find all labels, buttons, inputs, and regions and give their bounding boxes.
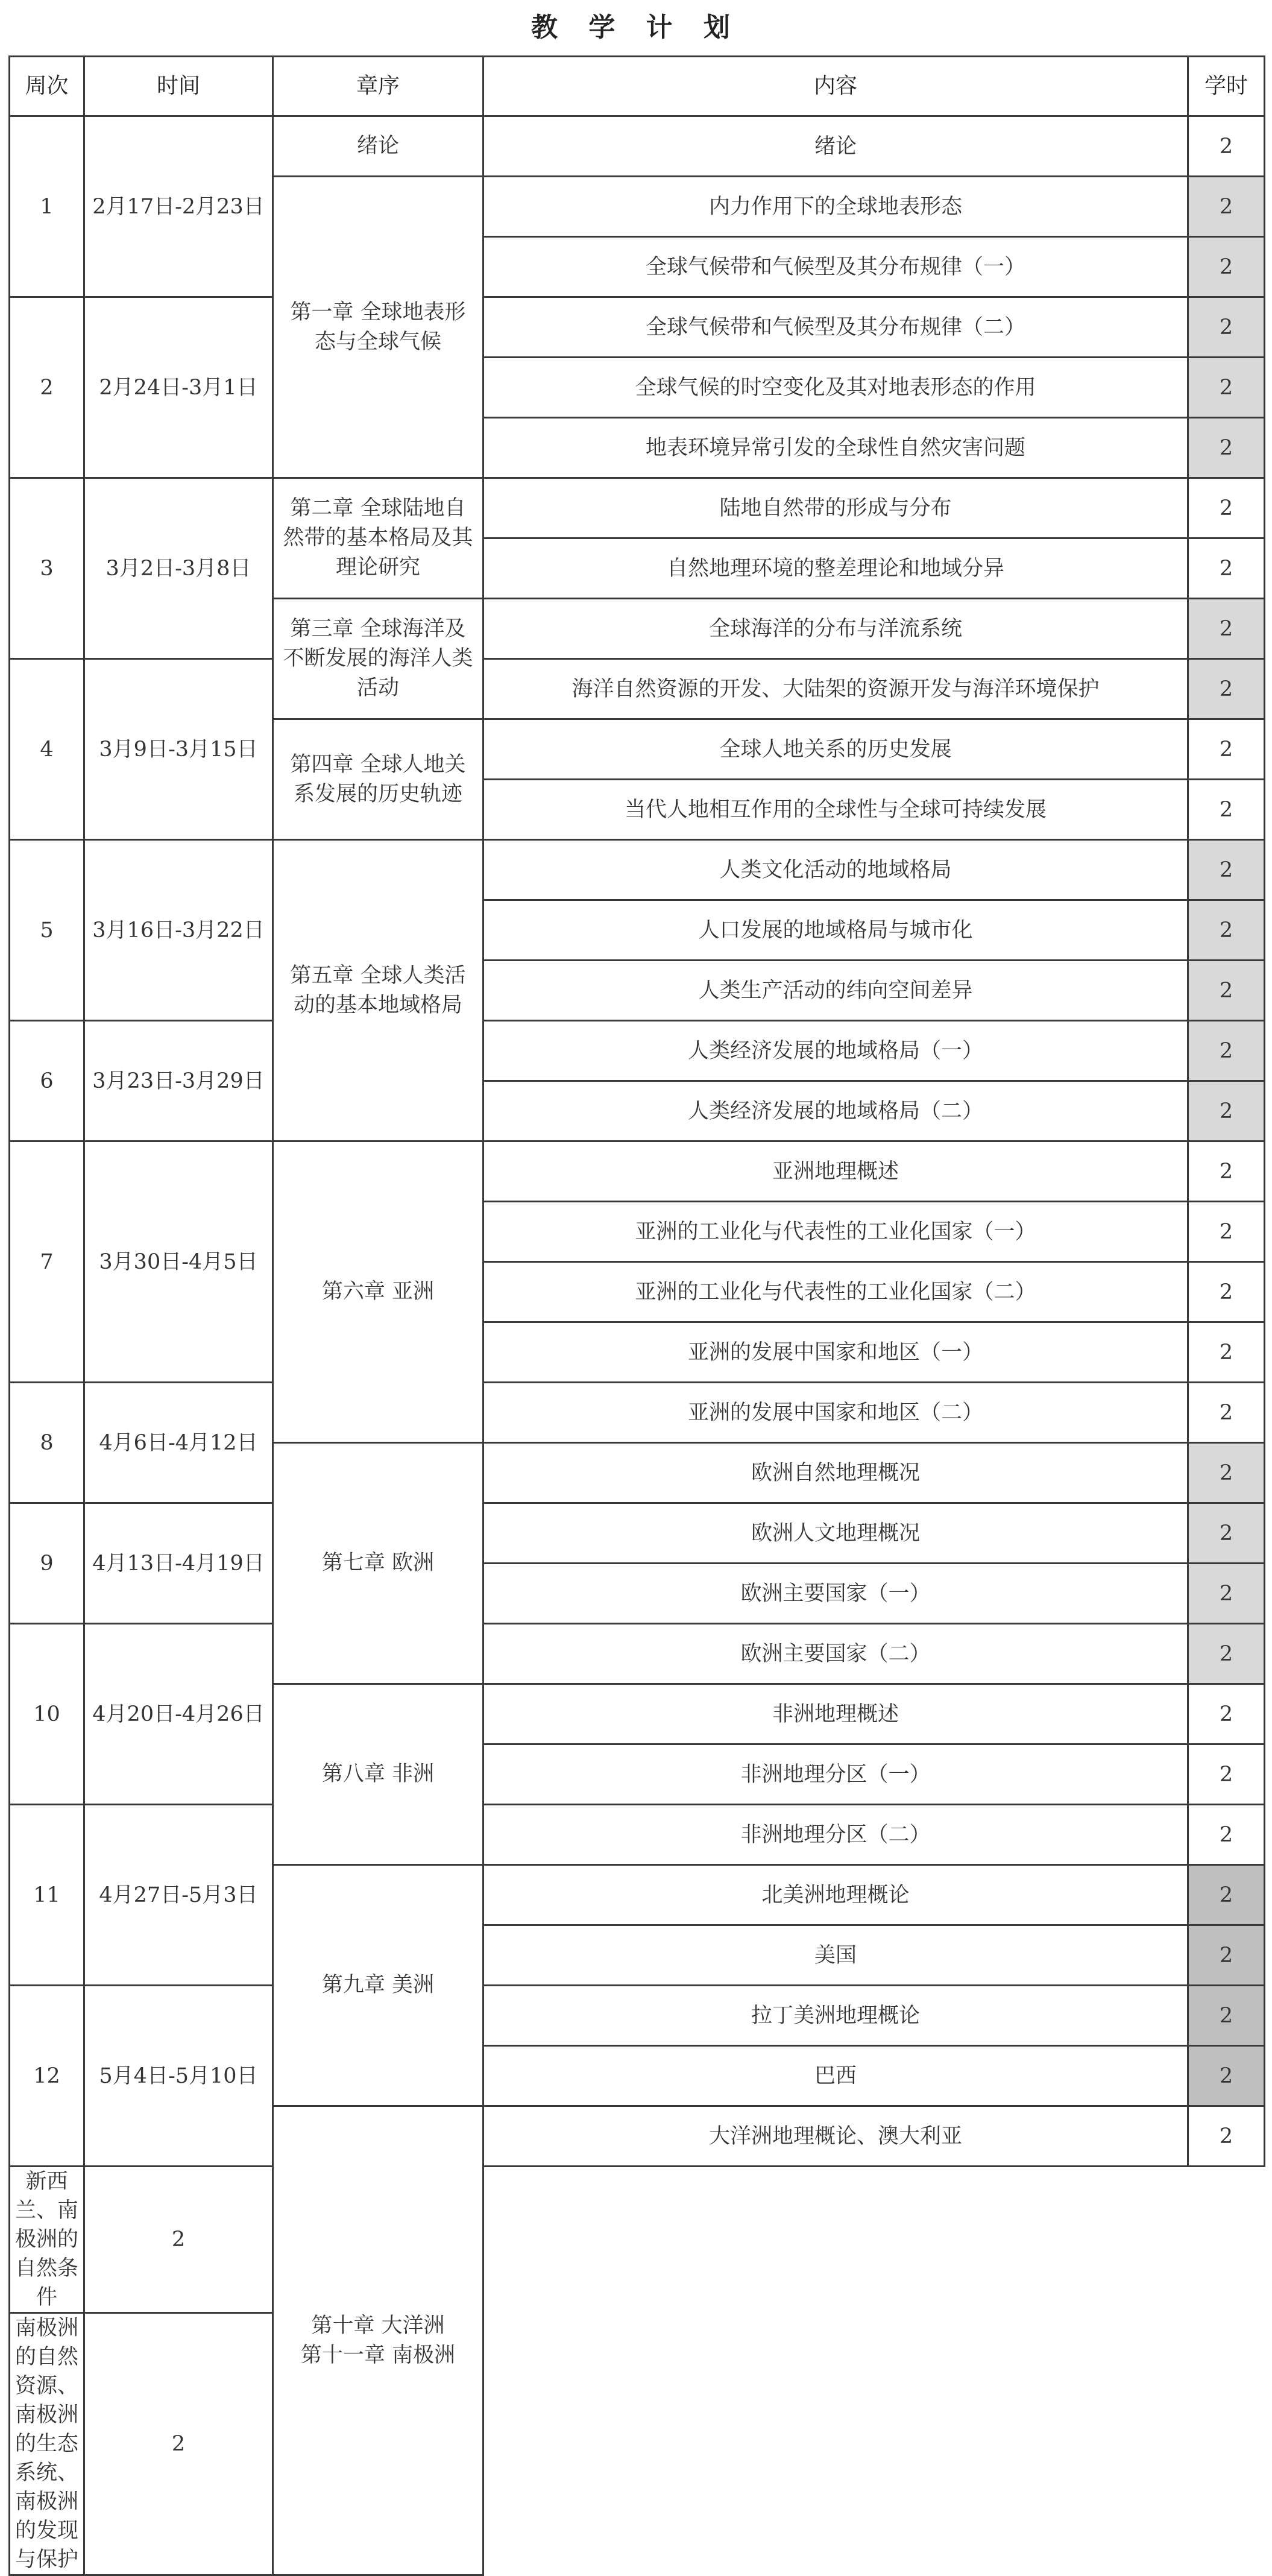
lesson-hours-cell: 2 — [1188, 1322, 1265, 1383]
week-dates-cell: 4月20日-4月26日 — [84, 1624, 273, 1805]
week-number-cell: 8 — [10, 1383, 84, 1503]
lesson-content-cell: 全球气候带和气候型及其分布规律（二） — [483, 297, 1188, 358]
teaching-plan-table — [8, 55, 1265, 2576]
lesson-hours-cell: 2 — [1188, 116, 1265, 177]
table-row — [10, 1503, 1265, 1564]
lesson-content-cell: 拉丁美洲地理概论 — [483, 1986, 1188, 2046]
table-row — [10, 1805, 1265, 1865]
chapter-cell: 第十章 大洋洲 第十一章 南极洲 — [273, 2106, 483, 2575]
lesson-content-cell: 欧洲主要国家（一） — [483, 1564, 1188, 1624]
page-title: 教 学 计 划 — [531, 12, 741, 43]
chapter-cell: 绪论 — [273, 116, 483, 177]
table-row — [10, 2167, 1265, 2313]
chapter-cell: 第四章 全球人地关系发展的历史轨迹 — [273, 719, 483, 840]
lesson-content-cell: 亚洲地理概述 — [483, 1141, 1188, 1202]
lesson-content-cell: 全球气候的时空变化及其对地表形态的作用 — [483, 358, 1188, 418]
lesson-hours-cell: 2 — [1188, 358, 1265, 418]
week-number-cell: 10 — [10, 1624, 84, 1805]
table-row — [10, 1986, 1265, 2046]
lesson-hours-cell: 2 — [1188, 1744, 1265, 1805]
lesson-content-cell: 自然地理环境的整差理论和地域分异 — [483, 538, 1188, 599]
lesson-content-cell: 非洲地理概述 — [483, 1684, 1188, 1744]
chapter-cell: 第八章 非洲 — [273, 1684, 483, 1865]
chapter-cell: 第一章 全球地表形态与全球气候 — [273, 177, 483, 478]
lesson-hours-cell: 2 — [1188, 900, 1265, 961]
lesson-content-cell: 欧洲自然地理概况 — [483, 1443, 1188, 1503]
week-dates-cell: 3月9日-3月15日 — [84, 659, 273, 840]
lesson-content-cell: 亚洲的发展中国家和地区（二） — [483, 1383, 1188, 1443]
lesson-content-cell: 欧洲人文地理概况 — [483, 1503, 1188, 1564]
lesson-hours-cell: 2 — [1188, 237, 1265, 297]
week-number-cell: 11 — [10, 1805, 84, 1986]
lesson-hours-cell: 2 — [1188, 1624, 1265, 1684]
lesson-hours-cell: 2 — [1188, 177, 1265, 237]
week-dates-cell: 3月16日-3月22日 — [84, 840, 273, 1021]
lesson-content-cell: 陆地自然带的形成与分布 — [483, 478, 1188, 538]
week-number-cell: 12 — [10, 1986, 84, 2167]
week-dates-cell: 2月17日-2月23日 — [84, 116, 273, 297]
table-row — [10, 1383, 1265, 1443]
lesson-content-cell: 全球人地关系的历史发展 — [483, 719, 1188, 780]
lesson-hours-cell: 2 — [1188, 599, 1265, 659]
lesson-hours-cell: 2 — [1188, 1805, 1265, 1865]
chapter-cell: 第五章 全球人类活动的基本地域格局 — [273, 840, 483, 1141]
header-dates: 时间 — [84, 57, 273, 116]
lesson-content-cell: 非洲地理分区（一） — [483, 1744, 1188, 1805]
week-number-cell: 9 — [10, 1503, 84, 1624]
lesson-hours-cell: 2 — [84, 2313, 273, 2575]
week-dates-cell: 3月23日-3月29日 — [84, 1021, 273, 1141]
lesson-hours-cell: 2 — [1188, 1684, 1265, 1744]
lesson-hours-cell: 2 — [1188, 1081, 1265, 1141]
lesson-content-cell: 巴西 — [483, 2046, 1188, 2106]
week-dates-cell: 4月13日-4月19日 — [84, 1503, 273, 1624]
lesson-hours-cell: 2 — [1188, 1262, 1265, 1322]
lesson-hours-cell: 2 — [1188, 719, 1265, 780]
lesson-content-cell: 全球海洋的分布与洋流系统 — [483, 599, 1188, 659]
table-row — [10, 1021, 1265, 1081]
week-number-cell: 4 — [10, 659, 84, 840]
chapter-cell: 第七章 欧洲 — [273, 1443, 483, 1684]
header-hours: 学时 — [1188, 57, 1265, 116]
lesson-hours-cell: 2 — [1188, 478, 1265, 538]
lesson-hours-cell: 2 — [1188, 1865, 1265, 1925]
lesson-hours-cell: 2 — [1188, 538, 1265, 599]
week-number-cell: 3 — [10, 478, 84, 659]
lesson-content-cell: 内力作用下的全球地表形态 — [483, 177, 1188, 237]
lesson-hours-cell: 2 — [1188, 1503, 1265, 1564]
lesson-hours-cell: 2 — [1188, 2046, 1265, 2106]
table-row — [10, 116, 1265, 177]
lesson-content-cell: 北美洲地理概论 — [483, 1865, 1188, 1925]
lesson-content-cell: 海洋自然资源的开发、大陆架的资源开发与海洋环境保护 — [483, 659, 1188, 719]
lesson-hours-cell: 2 — [1188, 297, 1265, 358]
week-number-cell: 6 — [10, 1021, 84, 1141]
header-content: 内容 — [483, 57, 1188, 116]
week-number-cell: 2 — [10, 297, 84, 478]
lesson-content-cell: 人类经济发展的地域格局（一） — [483, 1021, 1188, 1081]
lesson-content-cell: 亚洲的发展中国家和地区（一） — [483, 1322, 1188, 1383]
table-row — [10, 1624, 1265, 1684]
table-header-row — [10, 57, 1265, 116]
lesson-hours-cell: 2 — [1188, 1564, 1265, 1624]
lesson-hours-cell: 2 — [1188, 418, 1265, 478]
lesson-hours-cell: 2 — [1188, 780, 1265, 840]
lesson-content-cell: 大洋洲地理概论、澳大利亚 — [483, 2106, 1188, 2167]
header-chapter: 章序 — [273, 57, 483, 116]
lesson-content-cell: 人类生产活动的纬向空间差异 — [483, 961, 1188, 1021]
week-dates-cell: 3月2日-3月8日 — [84, 478, 273, 659]
week-number-cell: 1 — [10, 116, 84, 297]
header-week: 周次 — [10, 57, 84, 116]
table-row — [10, 659, 1265, 719]
lesson-hours-cell: 2 — [1188, 2106, 1265, 2167]
week-number-cell: 7 — [10, 1141, 84, 1383]
lesson-hours-cell: 2 — [1188, 1986, 1265, 2046]
week-dates-cell: 3月30日-4月5日 — [84, 1141, 273, 1383]
lesson-content-cell: 新西兰、南极洲的自然条件 — [10, 2167, 84, 2313]
table-row — [10, 2313, 1265, 2575]
lesson-hours-cell: 2 — [1188, 1383, 1265, 1443]
week-dates-cell: 5月4日-5月10日 — [84, 1986, 273, 2167]
table-row — [10, 1141, 1265, 1202]
lesson-content-cell: 当代人地相互作用的全球性与全球可持续发展 — [483, 780, 1188, 840]
lesson-hours-cell: 2 — [1188, 840, 1265, 900]
lesson-content-cell: 美国 — [483, 1925, 1188, 1986]
week-dates-cell: 4月27日-5月3日 — [84, 1805, 273, 1986]
lesson-hours-cell: 2 — [84, 2167, 273, 2313]
lesson-content-cell: 欧洲主要国家（二） — [483, 1624, 1188, 1684]
table-row — [10, 840, 1265, 900]
chapter-cell: 第九章 美洲 — [273, 1865, 483, 2106]
lesson-content-cell: 地表环境异常引发的全球性自然灾害问题 — [483, 418, 1188, 478]
week-dates-cell: 4月6日-4月12日 — [84, 1383, 273, 1503]
lesson-content-cell: 亚洲的工业化与代表性的工业化国家（二） — [483, 1262, 1188, 1322]
table-row — [10, 478, 1265, 538]
chapter-cell: 第六章 亚洲 — [273, 1141, 483, 1443]
week-dates-cell: 2月24日-3月1日 — [84, 297, 273, 478]
table-body — [10, 116, 1265, 2575]
lesson-content-cell: 人类经济发展的地域格局（二） — [483, 1081, 1188, 1141]
lesson-content-cell: 南极洲的自然资源、南极洲的生态系统、南极洲的发现与保护 — [10, 2313, 84, 2575]
chapter-cell: 第三章 全球海洋及不断发展的海洋人类活动 — [273, 599, 483, 719]
lesson-hours-cell: 2 — [1188, 1925, 1265, 1986]
table-row — [10, 297, 1265, 358]
lesson-content-cell: 绪论 — [483, 116, 1188, 177]
lesson-hours-cell: 2 — [1188, 659, 1265, 719]
lesson-content-cell: 全球气候带和气候型及其分布规律（一） — [483, 237, 1188, 297]
lesson-content-cell: 非洲地理分区（二） — [483, 1805, 1188, 1865]
lesson-hours-cell: 2 — [1188, 1443, 1265, 1503]
lesson-hours-cell: 2 — [1188, 961, 1265, 1021]
lesson-content-cell: 人口发展的地域格局与城市化 — [483, 900, 1188, 961]
lesson-content-cell: 亚洲的工业化与代表性的工业化国家（一） — [483, 1202, 1188, 1262]
lesson-hours-cell: 2 — [1188, 1021, 1265, 1081]
lesson-hours-cell: 2 — [1188, 1202, 1265, 1262]
chapter-cell: 第二章 全球陆地自然带的基本格局及其理论研究 — [273, 478, 483, 599]
week-number-cell: 5 — [10, 840, 84, 1021]
lesson-hours-cell: 2 — [1188, 1141, 1265, 1202]
lesson-content-cell: 人类文化活动的地域格局 — [483, 840, 1188, 900]
